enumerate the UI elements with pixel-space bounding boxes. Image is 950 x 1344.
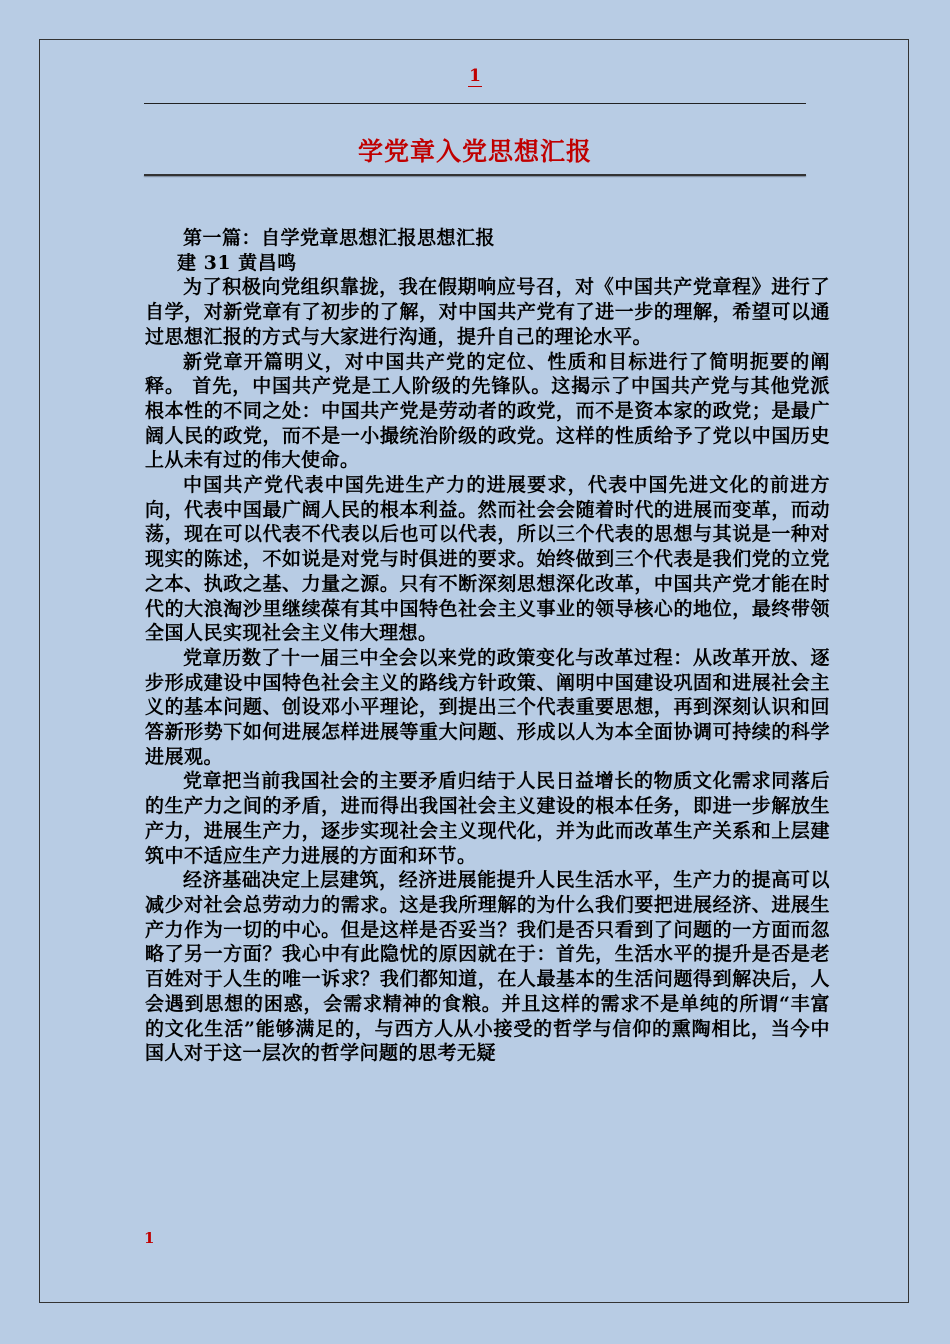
header-divider [144,103,806,104]
author-line: 建 31 黄昌鸣 [177,251,297,274]
body-paragraph: 经济基础决定上层建筑，经济进展能提升人民生活水平，生产力的提高可以减少对社会总劳动力的需求。这是我所理解的为什么我们要把进展经济、进展生产力作为一切的中心。但是这样是否妥当？我们是否只看到了问题的一方面而忽略了另一方面？我心中有此隐忧的原因就在于：首先，生活水平的提升是否是老百姓对于人生的唯一诉求？我们都知道，在人最基本的生活问题得到解决后，人会遇到思想的困惑，会需求精神的食粮。并且这样的需求不是单纯的所谓“丰富的文化生活”能够满足的，与西方人从小接受的哲学与信仰的熏陶相比，当今中国人对于这一层次的哲学问题的思考无疑 [145,869,830,1065]
document-title: 学党章入党思想汇报 [357,137,592,166]
header-page-number [0,66,950,86]
footer-page-number: 1 [144,1229,155,1247]
body-paragraph: 中国共产党代表中国先进生产力的进展要求，代表中国先进文化的前进方向，代表中国最广阔人民的根本利益。然而社会会随着时代的进展而变革，而动荡，现在可以代表不代表以后也可以代表，所以三个代表的思想与其说是一种对现实的陈述，不如说是对党与时俱进的要求。始终做到三个代表是我们党的立党之本、执政之基、力量之源。只有不断深刻思想深化改革，中国共产党才能在时代的大浪淘沙里继续葆有其中国特色社会主义事业的领导核心的地位，最终带领全国人民实现社会主义伟大理想。 [145,474,830,645]
document-body [145,226,830,1066]
body-paragraph: 为了积极向党组织靠拢，我在假期响应号召，对《中国共产党章程》进行了自学，对新党章有了初步的了解，对中国共产党有了进一步的理解，希望可以通过思想汇报的方式与大家进行沟通，提升自己的理论水平。 [145,276,830,348]
title-divider [144,174,806,176]
header-page-number-text: 1 [469,66,481,86]
body-paragraph: 党章把当前我国社会的主要矛盾归结于人民日益增长的物质文化需求同落后的生产力之间的矛盾，进而得出我国社会主义建设的根本任务，即进一步解放生产力，进展生产力，逐步实现社会主义现代化，并为此而改革生产关系和上层建筑中不适应生产力进展的方面和环节。 [145,770,830,867]
section-subheading: 第一篇：自学党章思想汇报思想汇报 [183,227,496,249]
body-paragraph: 党章历数了十一届三中全会以来党的政策变化与改革过程：从改革开放、逐步形成建设中国特色社会主义的路线方针政策、阐明中国建设巩固和进展社会主义的基本问题、创设邓小平理论，到提出三个代表重要思想，再到深刻认识和回答新形势下如何进展怎样进展等重大问题、形成以人为本全面协调可持续的科学进展观。 [145,646,830,768]
body-paragraph: 新党章开篇明义，对中国共产党的定位、性质和目标进行了简明扼要的阐释。 首先，中国共产党是工人阶级的先锋队。这揭示了中国共产党与其他党派根本性的不同之处：中国共产党是劳动者的政党，而不是资本家的政党；是最广阔人民的政党，而不是一小撮统治阶级的政党。这样的性质给予了党以中国历史上从未有过的伟大使命。 [145,350,830,472]
